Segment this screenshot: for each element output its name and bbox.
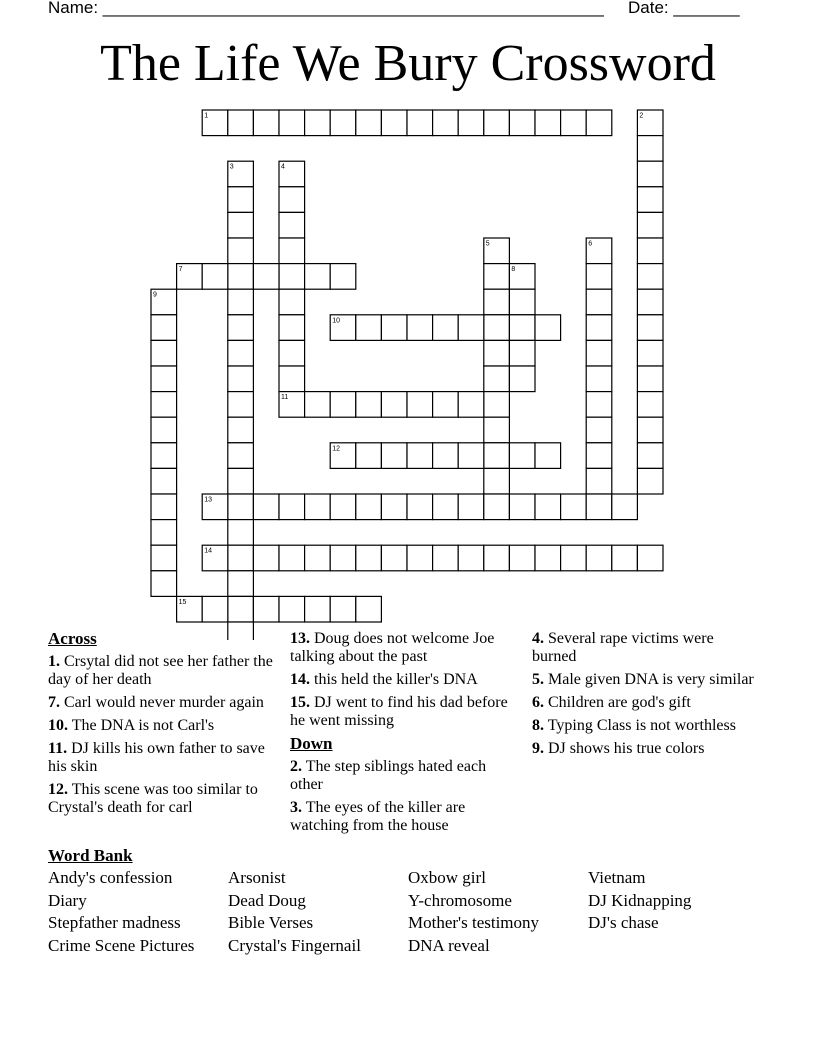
grid-cell[interactable] [202,264,228,290]
grid-cell[interactable] [279,366,305,392]
grid-cell[interactable] [561,110,587,136]
clue-number-label: 3 [229,163,234,171]
clue-down-6: 6. Children are god's gift [532,694,691,711]
down-clues-column-3 [532,630,757,763]
grid-cell[interactable] [356,392,382,418]
grid-cell[interactable] [433,110,459,136]
grid-cell[interactable] [279,545,305,571]
grid-cell[interactable] [586,340,612,366]
grid-cell[interactable] [228,392,254,418]
grid-cell[interactable] [561,494,587,520]
grid-cell[interactable] [330,110,356,136]
grid-cell[interactable] [330,494,356,520]
grid-cell[interactable] [228,468,254,494]
grid-cell[interactable] [279,596,305,622]
grid-cell[interactable] [356,596,382,622]
grid-cell[interactable] [433,315,459,341]
grid-cell[interactable] [279,289,305,315]
clues-column-2 [290,630,515,840]
grid-cell[interactable] [586,110,612,136]
grid-cell[interactable] [637,468,663,494]
clue-down-5: 5. Male given DNA is very similar [532,671,754,688]
grid-cell[interactable] [637,161,663,187]
word-bank-item: Crystal's Fingernail [228,936,361,955]
word-bank-item: Dead Doug [228,891,306,910]
word-bank-heading: Word Bank [48,846,133,865]
clue-number-label: 11 [281,394,289,402]
grid-cell[interactable] [228,366,254,392]
grid-cell[interactable] [228,494,254,520]
grid-cell[interactable] [279,340,305,366]
grid-cell[interactable] [509,110,535,136]
grid-cell[interactable] [433,545,459,571]
clue-number-label: 5 [485,240,490,248]
grid-cell[interactable] [407,545,433,571]
grid-cell[interactable] [484,443,510,469]
clue-across-10: 10. The DNA is not Carl's [48,717,215,734]
grid-cell[interactable] [228,315,254,341]
clue-down-3: 3. The eyes of the killer are watching from the house [290,799,466,834]
grid-cell[interactable] [612,494,638,520]
clue-across-1: 1. Crsytal did not see her father the day of her death [48,653,273,688]
grid-cell[interactable] [509,494,535,520]
word-bank-item: Crime Scene Pictures [48,936,195,955]
grid-cell[interactable] [381,110,407,136]
grid-cell[interactable] [228,289,254,315]
word-bank-item: Andy's confession [48,868,173,887]
clue-across-15: 15. DJ went to find his dad before he went missing [290,694,508,729]
grid-cell[interactable] [253,545,279,571]
clue-down-8: 8. Typing Class is not worthless [532,717,736,734]
grid-cell[interactable] [228,443,254,469]
clue-number-label: 9 [153,291,157,299]
grid-cell[interactable] [151,392,177,418]
grid-cell[interactable] [381,545,407,571]
grid-cell[interactable] [535,545,561,571]
grid-cell[interactable] [228,596,254,622]
clue-across-13: 13. Doug does not welcome Joe talking about the past [290,630,495,665]
across-heading: Across [48,629,97,648]
grid-cell[interactable] [151,315,177,341]
grid-cell[interactable] [484,340,510,366]
grid-cell[interactable] [509,315,535,341]
word-bank-item: DJ Kidnapping [588,891,692,910]
grid-cell[interactable] [279,264,305,290]
word-bank-item: Bible Verses [228,913,314,932]
grid-cell[interactable] [151,443,177,469]
grid-cell[interactable] [228,571,254,597]
grid-cell[interactable] [381,392,407,418]
clue-across-7: 7. Carl would never murder again [48,694,264,711]
grid-cell[interactable] [279,212,305,238]
clue-number-label: 10 [332,317,340,325]
grid-cell[interactable] [253,596,279,622]
word-bank-item: DJ's chase [588,913,659,932]
grid-cell[interactable] [407,494,433,520]
grid-cell[interactable] [330,392,356,418]
grid-cell[interactable] [151,494,177,520]
clue-across-14: 14. this held the killer's DNA [290,671,478,688]
grid-cell[interactable] [484,494,510,520]
grid-cell[interactable] [407,443,433,469]
grid-cell[interactable] [407,110,433,136]
grid-cell[interactable] [228,238,254,264]
grid-cell[interactable] [228,212,254,238]
grid-cell[interactable] [407,392,433,418]
grid-cell[interactable] [330,264,356,290]
grid-cell[interactable] [509,443,535,469]
clue-down-2: 2. The step siblings hated each other [290,758,487,793]
grid-cell[interactable] [637,417,663,443]
grid-cell[interactable] [458,545,484,571]
grid-cell[interactable] [433,392,459,418]
grid-cell[interactable] [151,417,177,443]
grid-cell[interactable] [637,392,663,418]
grid-cell[interactable] [228,110,254,136]
grid-cell[interactable] [279,238,305,264]
date-field-label: Date: _______ [628,0,740,17]
grid-cell[interactable] [458,494,484,520]
grid-cell[interactable] [484,468,510,494]
grid-cell[interactable] [356,443,382,469]
clue-number-label: 14 [204,547,212,555]
grid-cell[interactable] [509,545,535,571]
grid-cell[interactable] [279,494,305,520]
grid-cell[interactable] [381,443,407,469]
grid-cell[interactable] [253,494,279,520]
grid-cell[interactable] [637,340,663,366]
down-heading: Down [290,734,333,753]
grid-cell[interactable] [637,366,663,392]
grid-cell[interactable] [253,264,279,290]
grid-cell[interactable] [458,110,484,136]
grid-cell[interactable] [637,238,663,264]
grid-cell[interactable] [228,264,254,290]
grid-cell[interactable] [637,443,663,469]
clue-number-label: 15 [178,598,187,606]
clue-down-9: 9. DJ shows his true colors [532,740,705,757]
grid-cell[interactable] [586,545,612,571]
grid-cell[interactable] [586,494,612,520]
word-bank-item: Diary [48,891,87,910]
grid-cell[interactable] [305,596,331,622]
grid-cell[interactable] [509,366,535,392]
clue-down-4: 4. Several rape victims were burned [532,630,714,665]
grid-cell[interactable] [509,340,535,366]
word-bank-item: Y-chromosome [408,891,512,910]
word-bank-item: DNA reveal [408,936,490,955]
grid-cell[interactable] [637,136,663,162]
grid-cell[interactable] [637,264,663,290]
grid-cell[interactable] [253,110,279,136]
grid-cell[interactable] [458,443,484,469]
grid-cell[interactable] [356,545,382,571]
grid-cell[interactable] [228,340,254,366]
grid-cell[interactable] [535,315,561,341]
grid-cell[interactable] [637,212,663,238]
grid-cell[interactable] [330,596,356,622]
grid-cell[interactable] [535,494,561,520]
grid-cell[interactable] [433,494,459,520]
grid-cell[interactable] [535,110,561,136]
grid-cell[interactable] [305,264,331,290]
grid-cell[interactable] [586,289,612,315]
grid-cell[interactable] [305,545,331,571]
grid-cell[interactable] [586,264,612,290]
grid-cell[interactable] [484,366,510,392]
word-bank-item: Arsonist [228,868,286,887]
grid-cell[interactable] [356,110,382,136]
page-title: The Life We Bury Crossword [100,35,716,92]
grid-cell[interactable] [484,264,510,290]
clue-across-11: 11. DJ kills his own father to save his skin [48,740,265,775]
grid-cell[interactable] [279,315,305,341]
name-field-label: Name: _____________________________________________________ [48,0,604,17]
grid-cell[interactable] [637,315,663,341]
grid-cell[interactable] [202,596,228,622]
grid-cell[interactable] [433,443,459,469]
word-bank-item: Mother's testimony [408,913,540,932]
grid-cell[interactable] [484,417,510,443]
grid-cell[interactable] [458,315,484,341]
clue-number-label: 12 [332,445,340,453]
grid-cell[interactable] [637,289,663,315]
grid-cell[interactable] [458,392,484,418]
grid-cell[interactable] [407,315,433,341]
grid-cell[interactable] [509,289,535,315]
grid-cell[interactable] [151,571,177,597]
grid-cell[interactable] [228,520,254,546]
grid-cell[interactable] [279,110,305,136]
grid-cell[interactable] [279,187,305,213]
word-bank-item: Oxbow girl [408,868,486,887]
grid-cell[interactable] [228,545,254,571]
grid-cell[interactable] [356,315,382,341]
grid-cell[interactable] [330,545,356,571]
grid-cell[interactable] [381,494,407,520]
grid-cell[interactable] [484,545,510,571]
grid-cell[interactable] [356,494,382,520]
grid-cell[interactable] [484,392,510,418]
grid-cell[interactable] [586,315,612,341]
clue-number-label: 2 [639,112,644,120]
grid-cell[interactable] [228,187,254,213]
grid-cell[interactable] [535,443,561,469]
grid-cell[interactable] [151,468,177,494]
clue-number-label: 4 [281,163,285,171]
grid-cell[interactable] [484,315,510,341]
grid-cell[interactable] [586,468,612,494]
grid-cell[interactable] [484,110,510,136]
grid-cell[interactable] [305,392,331,418]
grid-cell[interactable] [228,417,254,443]
clue-number-label: 8 [511,266,516,274]
grid-cell[interactable] [637,187,663,213]
word-bank-item: Vietnam [588,868,646,887]
grid-cell[interactable] [151,340,177,366]
grid-cell[interactable] [151,520,177,546]
grid-cell[interactable] [381,315,407,341]
grid-cell[interactable] [586,417,612,443]
grid-cell[interactable] [151,366,177,392]
grid-cell[interactable] [561,545,587,571]
clue-across-12: 12. This scene was too similar to Crystal's death for carl [48,781,258,816]
grid-cell[interactable] [637,545,663,571]
grid-cell[interactable] [586,366,612,392]
grid-cell[interactable] [305,110,331,136]
clue-number-label: 13 [204,496,212,504]
grid-cell[interactable] [484,289,510,315]
across-clues-column-1 [48,630,273,822]
clue-number-label: 7 [178,266,183,274]
word-bank-item: Stepfather madness [48,913,181,932]
clue-number-label: 1 [204,112,209,120]
grid-cell[interactable] [586,443,612,469]
grid-cell[interactable] [305,494,331,520]
grid-cell[interactable] [151,545,177,571]
grid-cell[interactable] [586,392,612,418]
grid-cell[interactable] [612,545,638,571]
clue-number-label: 6 [588,240,593,248]
